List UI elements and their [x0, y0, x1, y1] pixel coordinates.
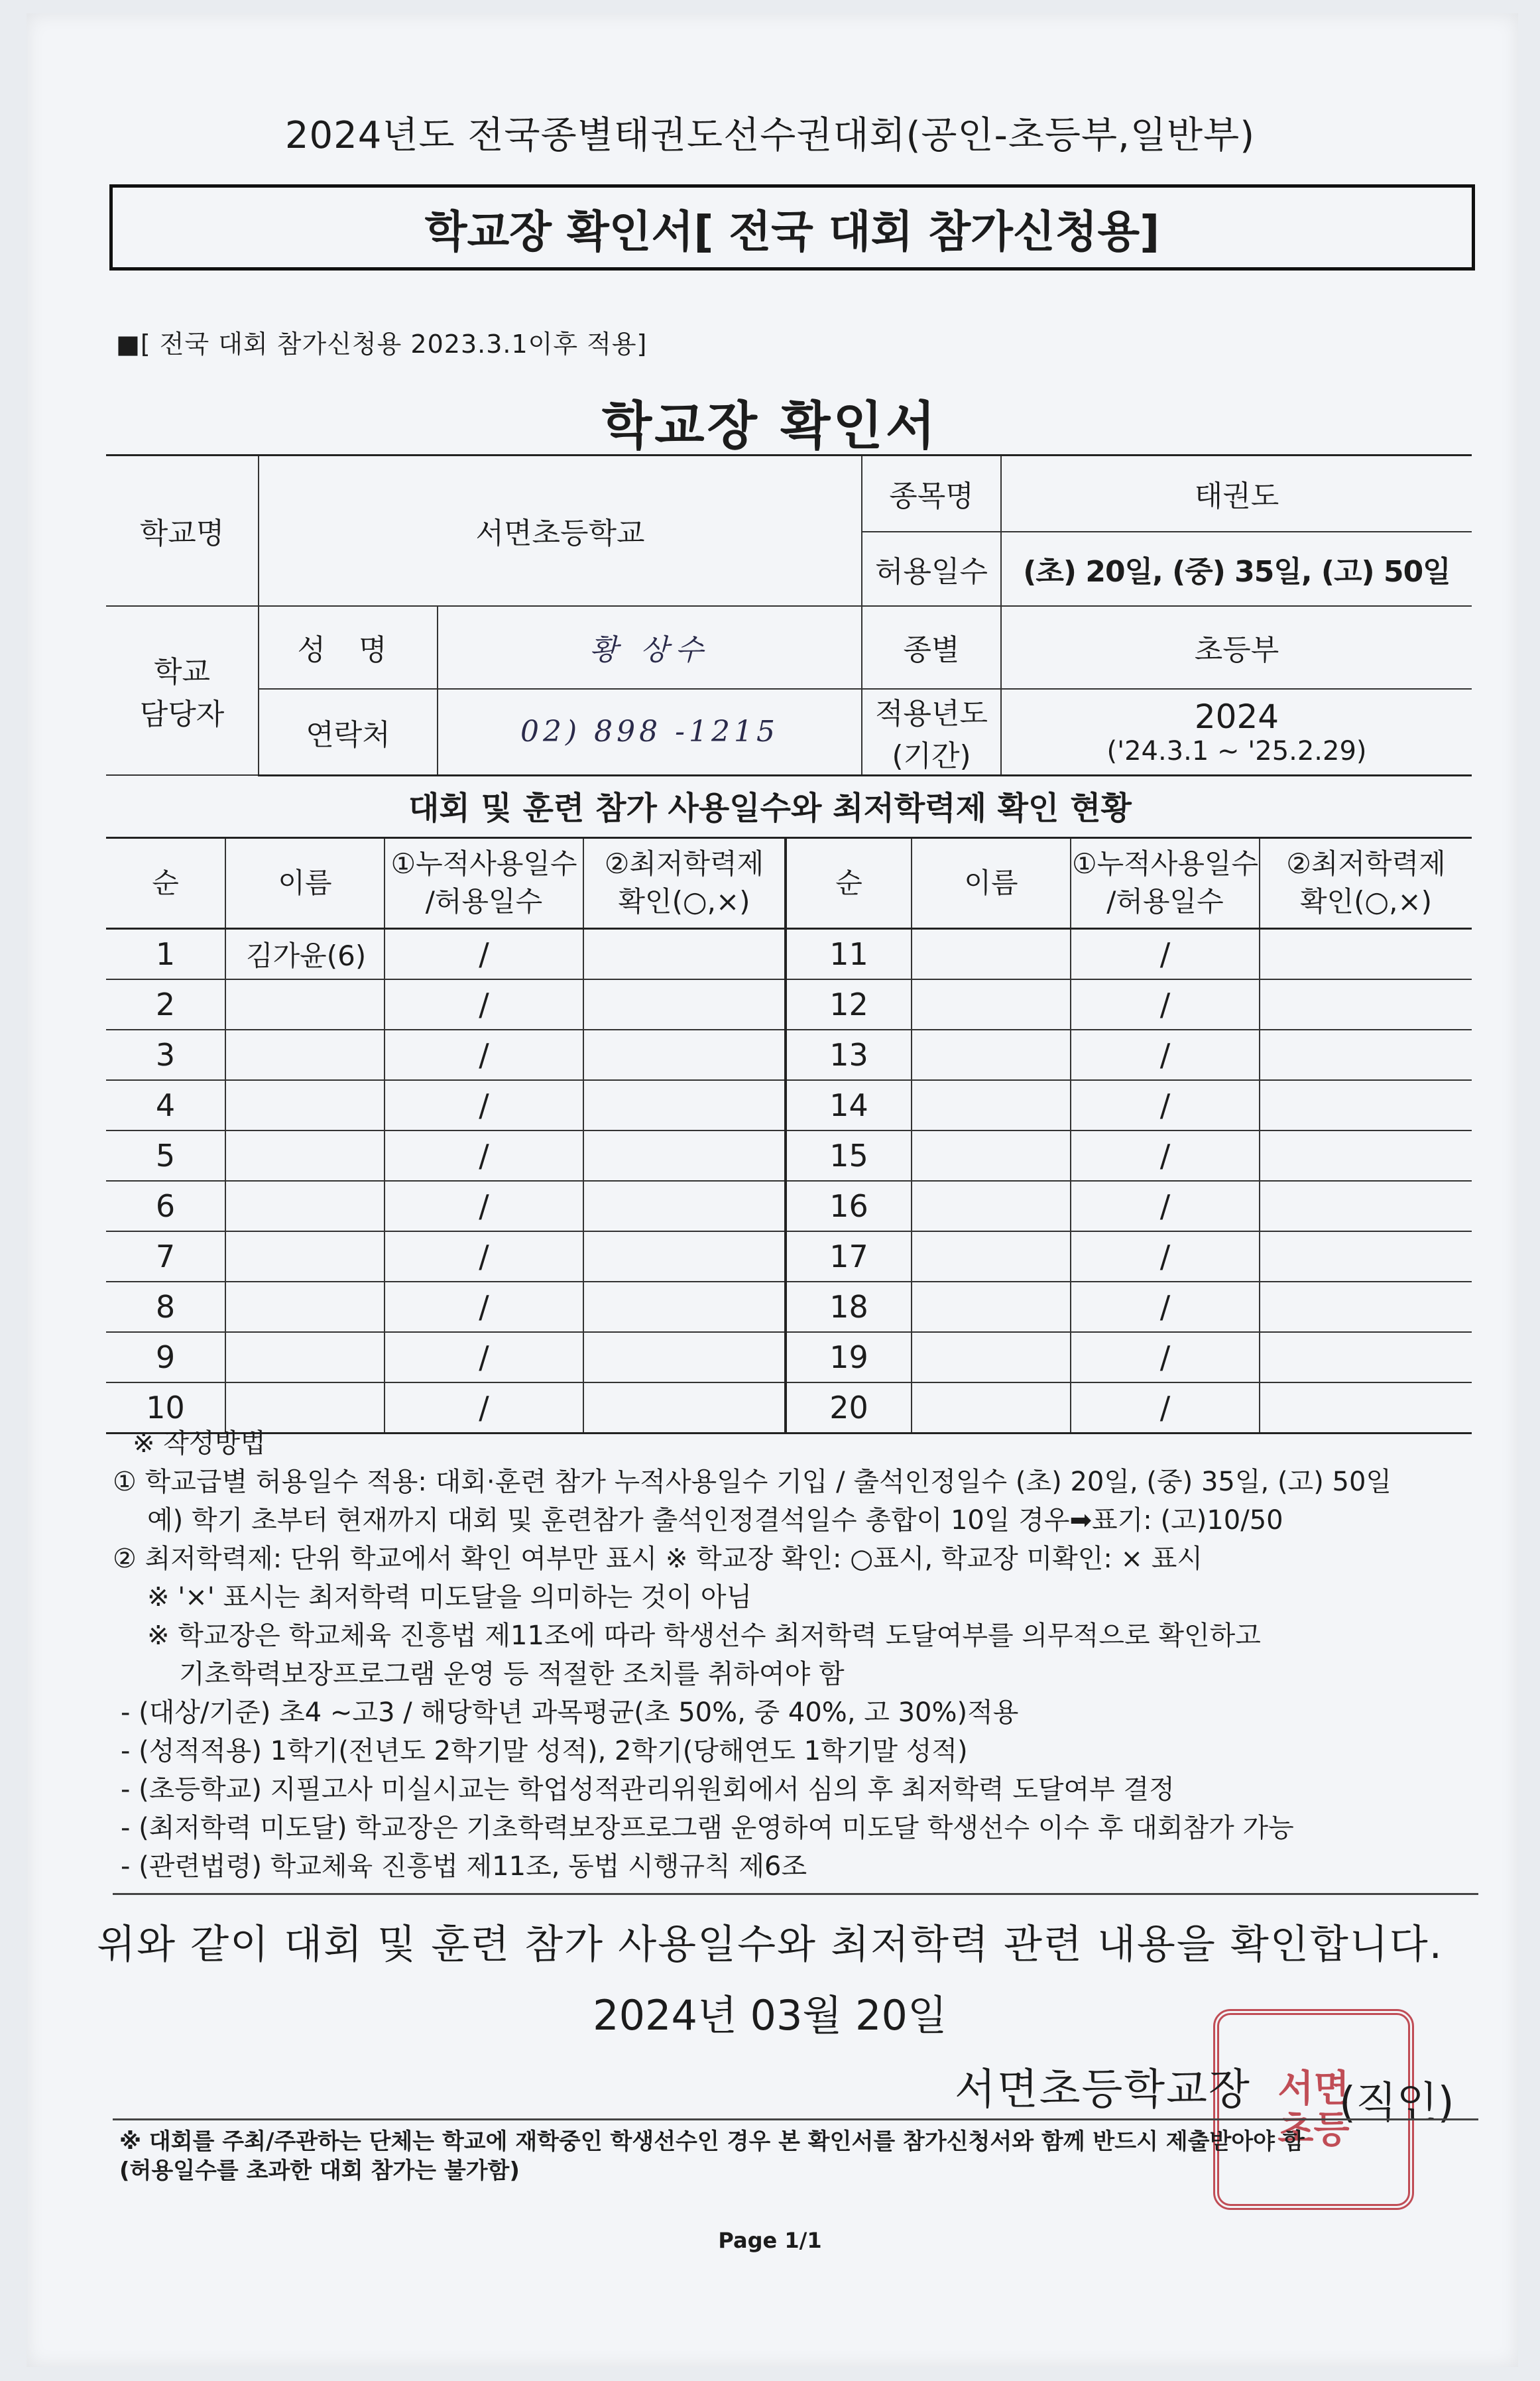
instruction-item: 예) 학기 초부터 현재까지 대회 및 훈련참가 출석인정결석일수 총합이 10일 경우➡표기: (고)10/50	[147, 1505, 1283, 1536]
instructions	[113, 1424, 1478, 1886]
phone-label: 연락처	[259, 689, 438, 776]
contact-label-line1: 학교	[153, 655, 210, 690]
divider	[113, 1893, 1478, 1895]
table-row: 7 / 17 /	[106, 1231, 1472, 1282]
col-no-right: 순	[786, 838, 912, 929]
year-label-line2: (기간)	[892, 739, 971, 773]
instruction-item: - (대상/기준) 초4 ~고3 / 해당학년 과목평균(초 50%, 중 40%, 고 30%)적용	[121, 1697, 1019, 1728]
col-name-left: 이름	[225, 838, 385, 929]
official-seal: 서면 초등	[1213, 2009, 1414, 2210]
boxed-title: 학교장 확인서[ 전국 대회 참가신청용]	[109, 184, 1475, 271]
instruction-item: ※ 학교장은 학교체육 진흥법 제11조에 따라 학생선수 최저학력 도달여부를 의무적으로 확인하고	[147, 1620, 1261, 1651]
col-min-right: ②최저학력제 확인(○,×)	[1260, 838, 1472, 929]
footer-note-line: ※ 대회를 주최/주관하는 단체는 학교에 재학중인 학생선수인 경우 본 확인서를 참가신청서와 함께 반드시 제출받아야 함	[119, 2128, 1305, 2155]
col-days-left: ①누적사용일수 /허용일수	[385, 838, 583, 929]
table-row: 8 / 18 /	[106, 1282, 1472, 1332]
signer-name: 서면초등학교장	[955, 2065, 1251, 2114]
name-value: 황 상수	[438, 606, 862, 689]
seal-label: (직인)	[1339, 2079, 1454, 2128]
footer-note-line: (허용일수를 초과한 대회 참가는 불가함)	[119, 2158, 520, 2184]
footer-note	[119, 2127, 1472, 2185]
year-label	[862, 689, 1001, 776]
period-value: ('24.3.1 ~ '25.2.29)	[1106, 735, 1367, 766]
table-row: 5 / 15 /	[106, 1130, 1472, 1181]
phone-value: 02) 898 -1215	[438, 689, 862, 776]
col-no-left: 순	[106, 838, 225, 929]
roster-table	[106, 837, 1472, 1434]
table-row: 1 김가윤(6) / 11 /	[106, 929, 1472, 980]
table-row: 4 / 14 /	[106, 1080, 1472, 1130]
instruction-item: - (성적적용) 1학기(전년도 2학기말 성적), 2학기(당해연도 1학기말 성적)	[121, 1736, 968, 1766]
instruction-item: ② 최저학력제: 단위 학교에서 확인 여부만 표시 ※ 학교장 확인: ○표시, 학교장 미확인: × 표시	[113, 1544, 1203, 1574]
col-days-right: ①누적사용일수 /허용일수	[1071, 838, 1260, 929]
table-row: 3 / 13 /	[106, 1030, 1472, 1080]
instructions-heading: ※ 작성방법	[133, 1428, 266, 1459]
allowed-days-label: 허용일수	[862, 532, 1001, 606]
page-number: Page 1/1	[718, 2228, 822, 2253]
allowed-days-value: (초) 20일, (중) 35일, (고) 50일	[1001, 532, 1472, 606]
form-title: 학교장 확인서	[601, 397, 939, 456]
school-label: 학교명	[106, 456, 259, 606]
col-name-right: 이름	[912, 838, 1071, 929]
name-label: 성 명	[259, 606, 438, 689]
table-row: 2 / 12 /	[106, 979, 1472, 1030]
contact-label	[106, 606, 259, 776]
year-label-line1: 적용년도	[874, 696, 988, 731]
instruction-item: - (초등학교) 지필고사 미실시교는 학업성적관리위원회에서 심의 후 최저학력 도달여부 결정	[121, 1774, 1175, 1805]
issue-date: 2024년 03월 20일	[593, 1991, 947, 2040]
division-label: 종별	[862, 606, 1001, 689]
year-value: 2024	[1194, 697, 1279, 736]
sport-label: 종목명	[862, 456, 1001, 532]
year-cell	[1001, 689, 1472, 776]
confirmation-text: 위와 같이 대회 및 훈련 참가 사용일수와 최저학력 관련 내용을 확인합니다.	[97, 1922, 1443, 1968]
section-title: 대회 및 훈련 참가 사용일수와 최저학력제 확인 현황	[408, 790, 1132, 827]
school-value: 서면초등학교	[259, 456, 862, 606]
table-row: 6 / 16 /	[106, 1181, 1472, 1231]
instruction-item: ① 학교급별 허용일수 적용: 대회·훈련 참가 누적사용일수 기입 / 출석인정일수 (초) 20일, (중) 35일, (고) 50일	[113, 1467, 1392, 1497]
division-value: 초등부	[1001, 606, 1472, 689]
event-title: 2024년도 전국종별태권도선수권대회(공인-초등부,일반부)	[284, 114, 1256, 157]
table-row: 9 / 19 /	[106, 1332, 1472, 1382]
table-row: 10 / 20 /	[106, 1382, 1472, 1434]
col-min-left: ②최저학력제 확인(○,×)	[583, 838, 786, 929]
sport-value: 태권도	[1001, 456, 1472, 532]
divider	[113, 2118, 1478, 2120]
contact-label-line2: 담당자	[139, 698, 225, 732]
instruction-item: ※ '×' 표시는 최저학력 미도달을 의미하는 것이 아님	[147, 1582, 752, 1613]
instruction-item: - (최저학력 미도달) 학교장은 기초학력보장프로그램 운영하여 미도달 학생선수 이수 후 대회참가 가능	[121, 1813, 1294, 1843]
scope-note: ■[ 전국 대회 참가신청용 2023.3.1이후 적용]	[116, 330, 648, 359]
instruction-item: - (관련법령) 학교체육 진흥법 제11조, 동법 시행규칙 제6조	[121, 1851, 807, 1882]
info-table	[106, 454, 1472, 776]
instruction-item: 기초학력보장프로그램 운영 등 적절한 조치를 취하여야 함	[179, 1659, 845, 1689]
